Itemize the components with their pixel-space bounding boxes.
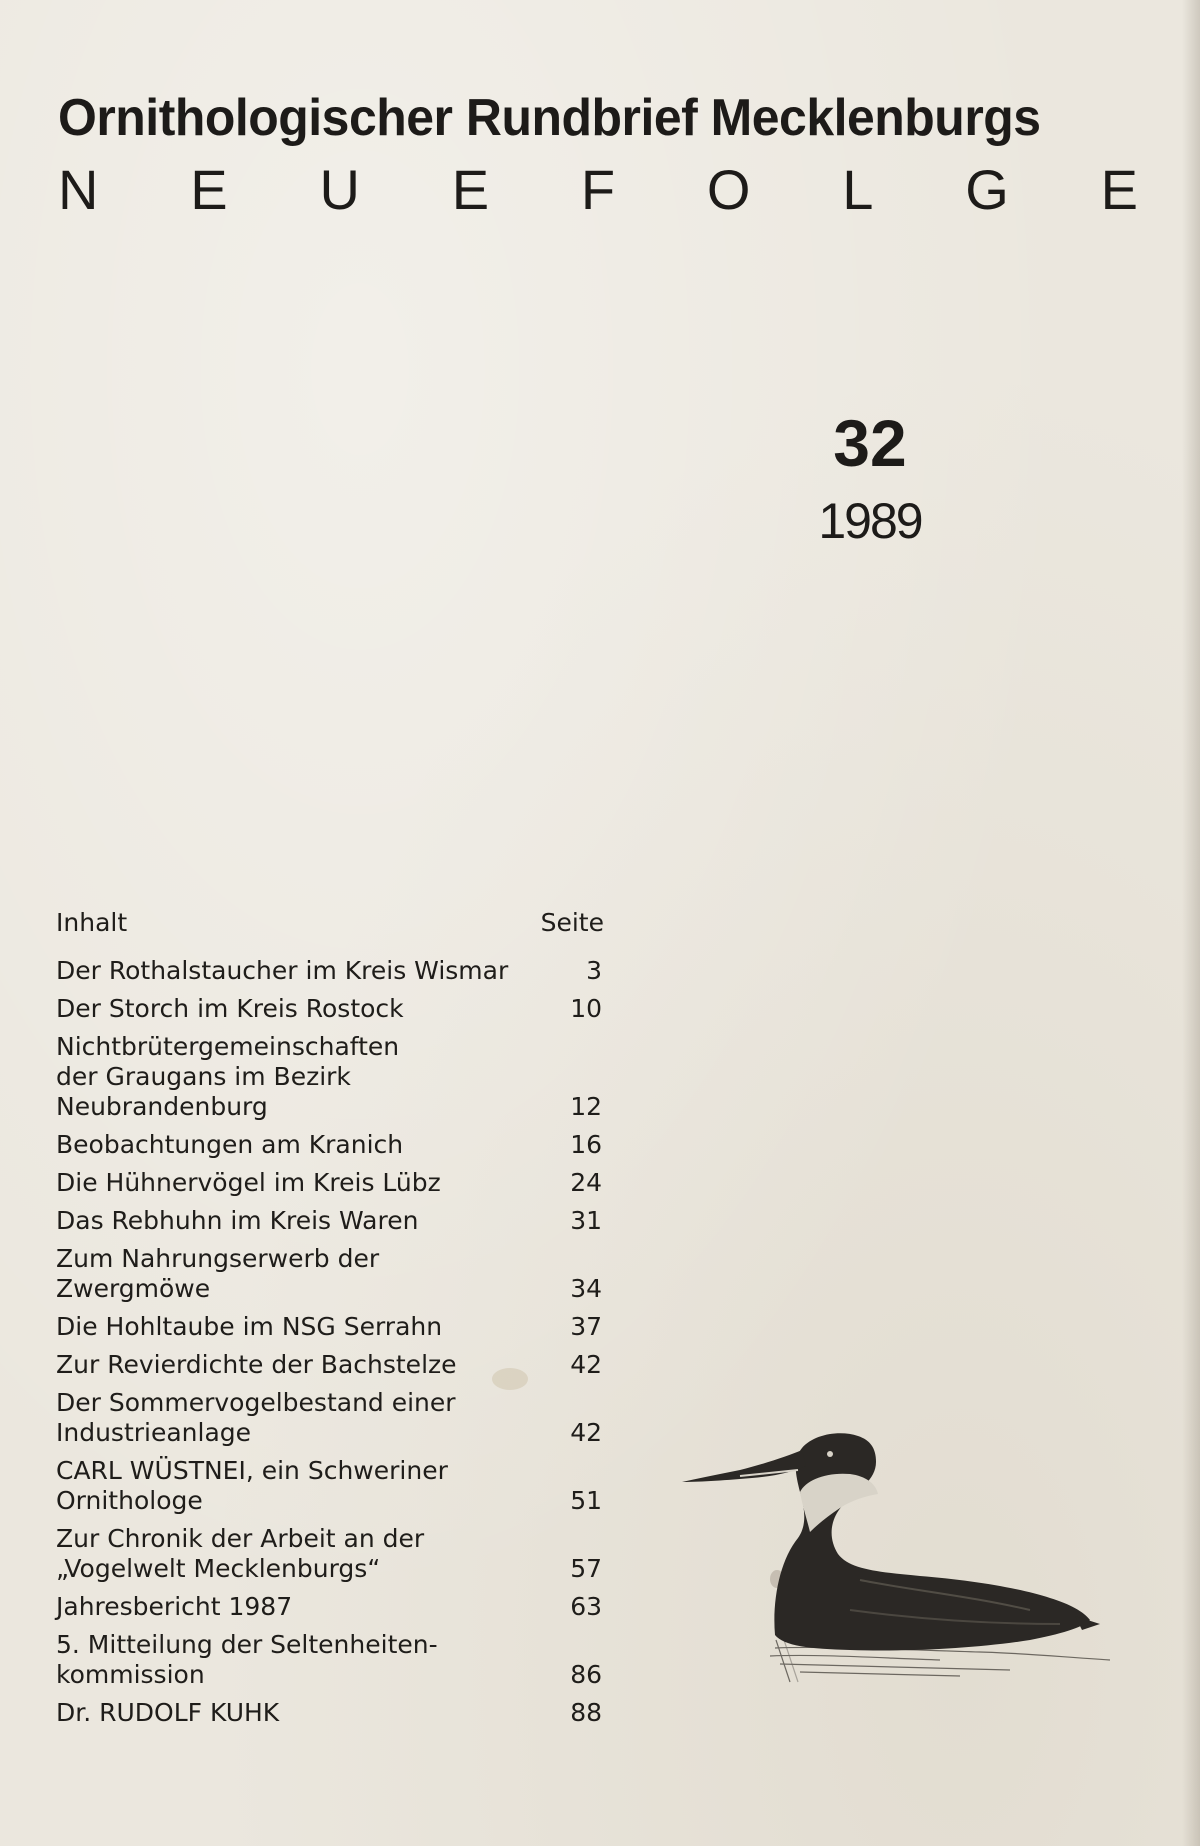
toc-entry-page: 42	[570, 1418, 602, 1447]
grebe-body	[682, 1433, 1100, 1650]
toc-entry-title: CARL WÜSTNEI, ein Schweriner Ornithologe	[56, 1456, 448, 1515]
journal-title: Ornithologischer Rundbrief Mecklenburgs	[58, 89, 1041, 147]
page-edge-shadow	[1182, 0, 1200, 1846]
red-necked-grebe-illustration	[680, 1420, 1120, 1710]
issue-year: 1989	[818, 493, 922, 549]
toc-entry-page: 88	[570, 1698, 602, 1727]
toc-entry-title: Nichtbrütergemeinschaften der Graugans im Bezirk Neubrandenburg	[56, 1032, 400, 1121]
toc-entry-page: 16	[570, 1130, 602, 1159]
toc-entry	[56, 1206, 606, 1236]
toc-entry-list	[56, 956, 606, 1728]
subtitle-letter: F	[580, 158, 616, 221]
toc-entry	[56, 1168, 606, 1198]
subtitle-letter: E	[190, 158, 228, 221]
subtitle-letter: U	[319, 158, 360, 221]
toc-entry	[56, 956, 606, 986]
toc-entry-page: 42	[570, 1350, 602, 1379]
subtitle-letter: G	[965, 158, 1009, 221]
toc-entry-title: Beobachtungen am Kranich	[56, 1130, 404, 1159]
subtitle-letter: E	[1100, 158, 1138, 221]
toc-entry-title: Der Sommervogelbestand einer Industrieanlage	[56, 1388, 456, 1447]
toc-entry	[56, 1130, 606, 1160]
toc-entry-title: Die Hühnervögel im Kreis Lübz	[56, 1168, 441, 1197]
toc-entry	[56, 1698, 606, 1728]
toc-entry	[56, 994, 606, 1024]
subtitle-letter: O	[706, 158, 751, 221]
toc-entry-title: Jahresbericht 1987	[56, 1592, 293, 1621]
toc-entry-page: 51	[570, 1486, 602, 1515]
toc-entry	[56, 1032, 606, 1122]
toc-entry-page: 3	[586, 956, 602, 985]
toc-entry	[56, 1350, 606, 1380]
toc-entry-title: Die Hohltaube im NSG Serrahn	[56, 1312, 443, 1341]
toc-entry-title: Das Rebhuhn im Kreis Waren	[56, 1206, 419, 1235]
subtitle-letter: N	[58, 158, 99, 221]
toc-entry-page: 63	[570, 1592, 602, 1621]
toc-entry-page: 37	[570, 1312, 602, 1341]
toc-entry	[56, 1524, 606, 1584]
journal-subtitle	[58, 158, 1138, 221]
toc-entry-title: Der Rothalstaucher im Kreis Wismar	[56, 956, 509, 985]
toc-entry	[56, 1630, 606, 1690]
issue-number: 32	[833, 406, 907, 480]
toc-entry-page: 34	[570, 1274, 602, 1303]
toc-entry-page: 57	[570, 1554, 602, 1583]
toc-entry-title: Zum Nahrungserwerb der Zwergmöwe	[56, 1244, 380, 1303]
toc-entry-page: 12	[570, 1092, 602, 1121]
toc-entry	[56, 1388, 606, 1448]
toc-entry-title: Zur Chronik der Arbeit an der „Vogelwelt Mecklenburgs“	[56, 1524, 425, 1583]
toc-entry-page: 24	[570, 1168, 602, 1197]
toc-entry-title: Der Storch im Kreis Rostock	[56, 994, 404, 1023]
subtitle-letter: L	[842, 158, 874, 221]
toc-page-heading: Seite	[540, 908, 604, 937]
subtitle-letter: E	[451, 158, 490, 221]
toc-entry-page: 31	[570, 1206, 602, 1235]
toc-entry	[56, 1244, 606, 1304]
toc-entry	[56, 1592, 606, 1622]
toc-entry	[56, 1456, 606, 1516]
toc-entry-page: 86	[570, 1660, 602, 1689]
toc-entry-title: 5. Mitteilung der Seltenheiten- kommission	[56, 1630, 438, 1689]
toc-header	[56, 908, 606, 946]
toc-heading: Inhalt	[56, 908, 128, 937]
toc-entry-title: Dr. RUDOLF KUHK	[56, 1698, 280, 1727]
toc-entry	[56, 1312, 606, 1342]
toc-entry-title: Zur Revierdichte der Bachstelze	[56, 1350, 457, 1379]
table-of-contents	[56, 908, 606, 1736]
toc-entry-page: 10	[570, 994, 602, 1023]
